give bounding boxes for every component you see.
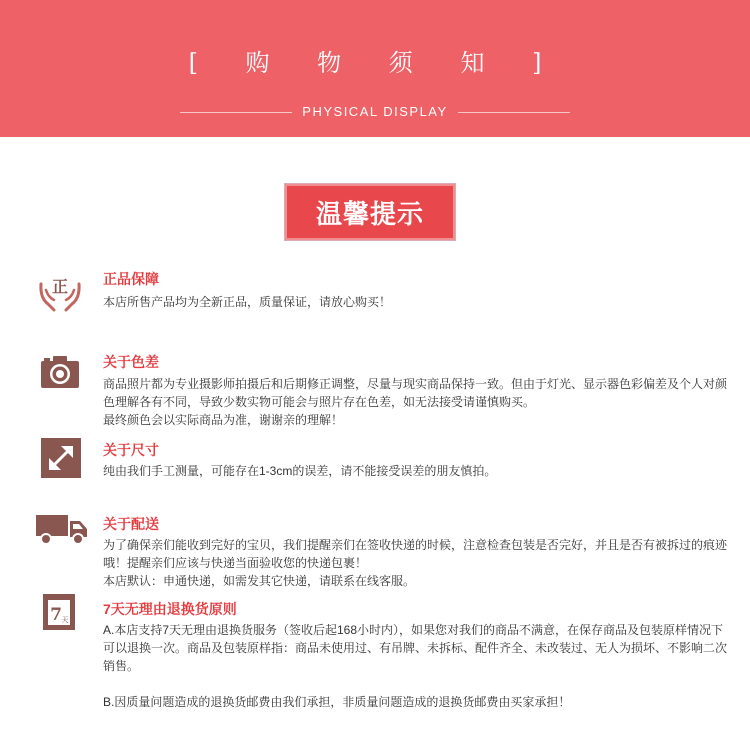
divider-line-left	[180, 112, 292, 113]
svg-text:天: 天	[61, 616, 69, 624]
genuine-hands-icon	[38, 270, 82, 317]
section-text: A.本店支持7天无理由退换货服务（签收后起168小时内），如果您对我们的商品不满意，在保存商品及包装原样情况下可以退换一次。商品及包装原样指：商品未使用过、有吊牌、未拆标、配件齐全、未改装过、无人为损坏、不影响二次销售。	[103, 623, 728, 673]
section-text: 本店所售产品均为全新正品，质量保证，请放心购买！	[103, 295, 392, 309]
camera-icon	[40, 354, 80, 395]
banner-subtitle-row	[180, 102, 570, 122]
section-text: 本店默认：申通快递，如需发其它快递，请联系在线客服。	[103, 574, 416, 588]
banner-subtitle: PHYSICAL DISPLAY	[302, 104, 448, 119]
section-title: 正品保障	[103, 271, 159, 287]
section-text: 商品照片都为专业摄影师拍摄后和后期修正调整，尽量与现实商品保持一致。但由于灯光、显示器色彩偏差及个人对颜色理解各有不同，导致少数实物可能会与照片存在色差，如无法接受请谨慎购买。	[103, 377, 728, 409]
warm-tips-label: 温馨提示	[284, 183, 456, 241]
section-body	[103, 536, 728, 590]
section-title: 关于色差	[103, 354, 159, 370]
section-text: 纯由我们手工测量，可能存在1-3cm的误差，请不能接受误差的朋友慎拍。	[103, 464, 497, 478]
section-body	[103, 293, 728, 311]
section-text: B.因质量问题造成的退换货邮费由我们承担，非质量问题造成的退换货邮费由买家承担！	[103, 695, 571, 709]
svg-text:正: 正	[51, 277, 69, 296]
svg-text:7: 7	[50, 605, 62, 625]
divider-line-right	[458, 112, 570, 113]
section-body	[103, 375, 728, 429]
section-body	[103, 621, 728, 711]
section-title: 7天无理由退换货原则	[103, 601, 237, 617]
banner-title: [ 购 物 须 知 ]	[188, 49, 562, 77]
seven-day-calendar-icon	[41, 592, 77, 637]
section-body	[103, 462, 728, 480]
section-title: 关于配送	[103, 516, 159, 532]
section-text: 为了确保亲们能收到完好的宝贝，我们提醒亲们在签收快递的时候，注意检查包装是否完好，并且是否有被拆过的痕迹哦！提醒亲们应该与快递当面验收您的快递包裹！	[103, 538, 728, 570]
section-text: 最终颜色会以实际商品为准，谢谢亲的理解！	[103, 413, 344, 427]
resize-arrow-icon	[41, 438, 81, 483]
delivery-truck-icon	[36, 515, 88, 550]
header-banner	[0, 0, 750, 137]
section-title: 关于尺寸	[103, 442, 159, 458]
